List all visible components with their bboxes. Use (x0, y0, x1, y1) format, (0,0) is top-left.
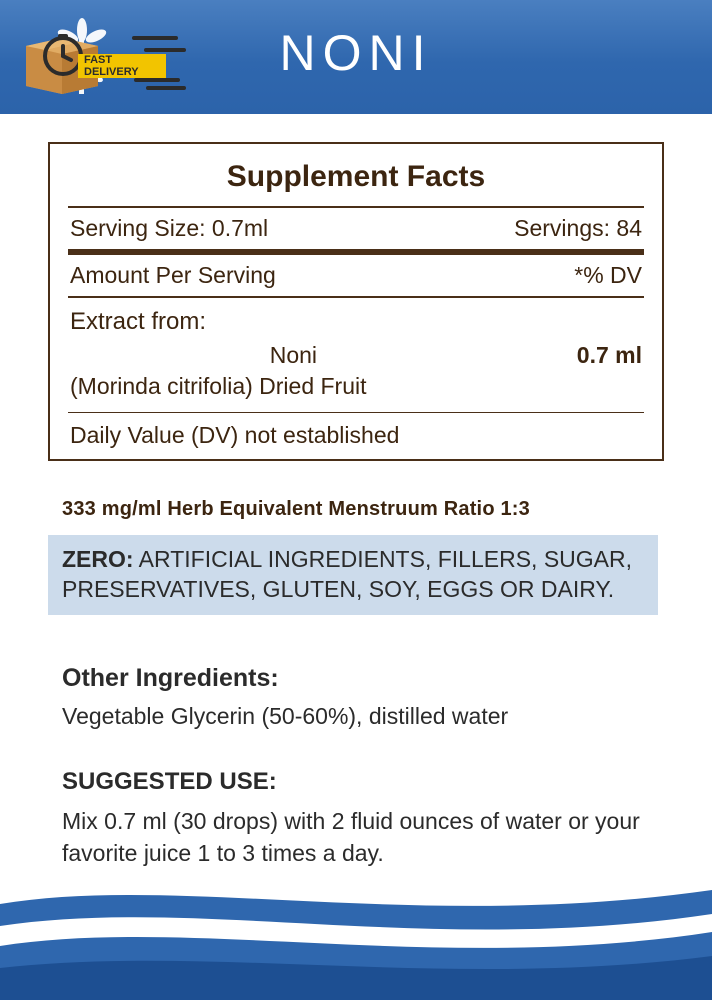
supplement-facts-panel (48, 142, 664, 461)
other-ingredients-heading: Other Ingredients: (62, 664, 279, 692)
logo-text-delivery: DELIVERY (84, 66, 139, 78)
suggested-use-heading: SUGGESTED USE: (62, 768, 277, 795)
logo-text-fast: FAST (84, 54, 113, 66)
suggested-use-body: Mix 0.7 ml (30 drops) with 2 fluid ounces of water or your favorite juice 1 to 3 times a day. (62, 808, 640, 866)
herb-equivalent-note: 333 mg/ml Herb Equivalent Menstruum Ratio 1:3 (62, 498, 530, 520)
amount-per-serving-label: Amount Per Serving (70, 262, 276, 288)
zero-claim-lead: ZERO: (62, 546, 134, 572)
ingredient-amount: 0.7 ml (576, 341, 642, 368)
product-title: NONI (279, 25, 433, 81)
serving-size-label: Serving Size: 0.7ml (70, 215, 269, 241)
servings-count: Servings: 84 (514, 215, 642, 241)
footer-wave-graphic (0, 860, 712, 1000)
supplement-facts-title: Supplement Facts (226, 160, 486, 193)
zero-claim-block (48, 535, 658, 615)
label-header (0, 0, 712, 114)
serving-row (50, 208, 662, 249)
amount-per-serving-row (50, 255, 662, 296)
zero-claim-text: ARTIFICIAL INGREDIENTS, FILLERS, SUGAR, PRESERVATIVES, GLUTEN, SOY, EGGS OR DAIRY. (62, 546, 633, 603)
other-ingredients-body: Vegetable Glycerin (50-60%), distilled water (62, 703, 509, 729)
daily-value-header: *% DV (574, 262, 642, 288)
ingredient-name: Noni (269, 341, 318, 368)
extract-from-label: Extract from: (70, 307, 207, 335)
daily-value-note: Daily Value (DV) not established (70, 422, 400, 448)
ingredient-botanical-name: (Morinda citrifolia) Dried Fruit (70, 372, 367, 399)
ingredient-row (50, 338, 662, 369)
